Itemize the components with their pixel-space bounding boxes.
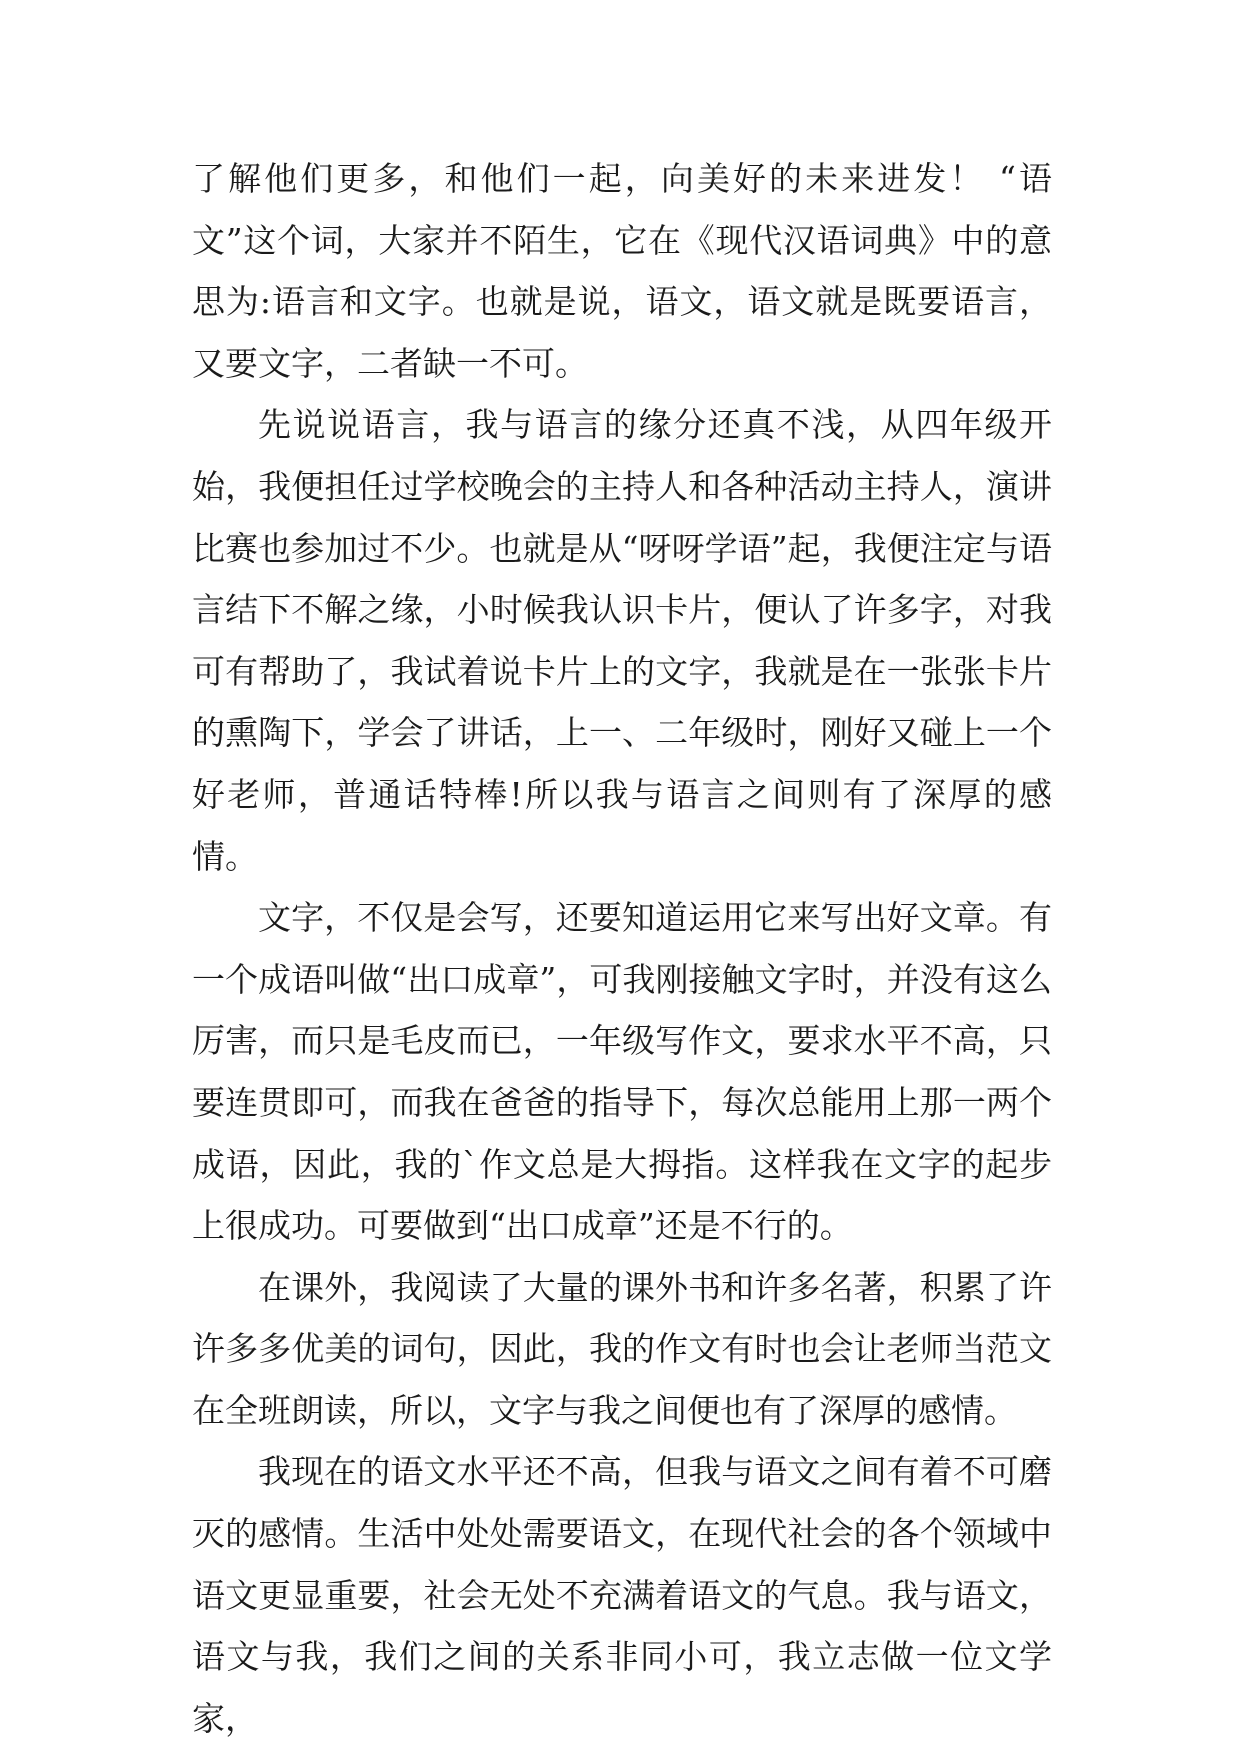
paragraph-conclusion: 我现在的语文水平还不高，但我与语文之间有着不可磨灭的感情。生活中处处需要语文，在现代社会的各个领域中语文更显重要，社会无处不充满着语文的气息。我与语文，语文与我，我们之间的关系非同小可，我立志做一位文学家， — [192, 1452, 1052, 1738]
paragraph-continuation: 了解他们更多，和他们一起，向美好的未来进发！ “语文”这个词，大家并不陌生，它在《现代汉语词典》中的意思为:语言和文字。也就是说，语文，语文就是既要语言，又要文字，二者缺一不可。 — [192, 159, 1052, 383]
paragraph-language: 先说说语言，我与语言的缘分还真不浅，从四年级开始，我便担任过学校晚会的主持人和各种活动主持人，演讲比赛也参加过不少。也就是从“呀呀学语”起，我便注定与语言结下不解之缘，小时候我认识卡片，便认了许多字，对我可有帮助了，我试着说卡片上的文字，我就是在一张张卡片的熏陶下，学会了讲话，上一、二年级时，刚好又碰上一个好老师，普通话特棒!所以我与语言之间则有了深厚的感情。 — [192, 405, 1052, 876]
document-page — [192, 148, 1052, 1749]
paragraph-reading: 在课外，我阅读了大量的课外书和许多名著，积累了许许多多优美的词句，因此，我的作文有时也会让老师当范文在全班朗读，所以，文字与我之间便也有了深厚的感情。 — [192, 1267, 1052, 1430]
paragraph-writing: 文字，不仅是会写，还要知道运用它来写出好文章。有一个成语叫做“出口成章”，可我刚接触文字时，并没有这么厉害，而只是毛皮而已，一年级写作文，要求水平不高，只要连贯即可，而我在爸爸的指导下，每次总能用上那一两个成语，因此，我的`作文总是大拇指。这样我在文字的起步上很成功。可要做到“出口成章”还是不行的。 — [192, 898, 1052, 1246]
